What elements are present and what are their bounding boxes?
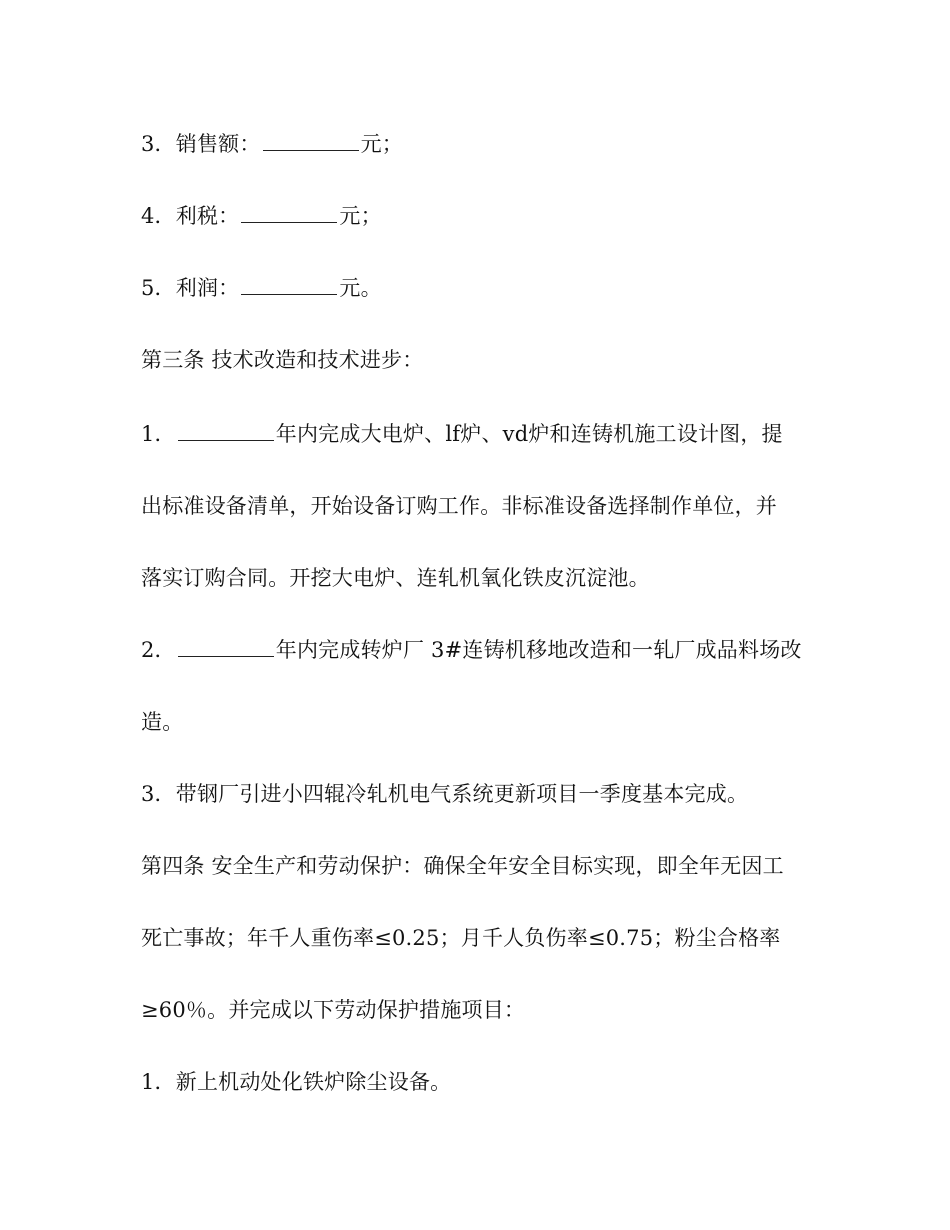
line-text: 元； — [339, 204, 382, 228]
line-text: 1． — [141, 422, 176, 446]
paragraph-line: 出标准设备清单，开始设备订购工作。非标准设备选择制作单位，并 — [141, 494, 777, 518]
profit-tax-line — [141, 202, 382, 230]
line-text: 元。 — [339, 276, 382, 300]
item-three-line: 3．带钢厂引进小四辊冷轧机电气系统更新项目一季度基本完成。 — [141, 782, 749, 806]
list-item: 1．新上机动处化铁炉除尘设备。 — [141, 1070, 452, 1094]
paragraph-line: 造。 — [141, 710, 184, 734]
line-text: 年内完成大电炉、lf炉、vd炉和连铸机施工设计图，提 — [275, 422, 783, 446]
sales-amount-line — [141, 130, 403, 158]
paragraph-line: 死亡事故；年千人重伤率≤0.25；月千人负伤率≤0.75；粉尘合格率 — [141, 926, 781, 950]
paragraph-line: ≥60％。并完成以下劳动保护措施项目： — [141, 998, 526, 1022]
article-four-heading: 第四条 安全生产和劳动保护：确保全年安全目标实现，即全年无因工 — [141, 854, 784, 878]
paragraph-line: 落实订购合同。开挖大电炉、连轧机氧化铁皮沉淀池。 — [141, 566, 650, 590]
line-text: 年内完成转炉厂 3#连铸机移地改造和一轧厂成品料场改 — [275, 638, 802, 662]
blank-field[interactable] — [241, 204, 337, 223]
line-text: 元； — [360, 132, 403, 156]
blank-field[interactable] — [263, 132, 359, 151]
blank-field[interactable] — [178, 422, 274, 441]
line-text: 4．利税： — [141, 204, 240, 228]
item-two-line — [141, 636, 802, 664]
line-text: 3．销售额： — [141, 132, 261, 156]
article-three-heading: 第三条 技术改造和技术进步： — [141, 348, 424, 372]
line-text: 5．利润： — [141, 276, 240, 300]
blank-field[interactable] — [178, 638, 274, 657]
line-text: 2． — [141, 638, 176, 662]
profit-line — [141, 274, 382, 302]
blank-field[interactable] — [241, 276, 337, 295]
item-one-line — [141, 420, 783, 448]
